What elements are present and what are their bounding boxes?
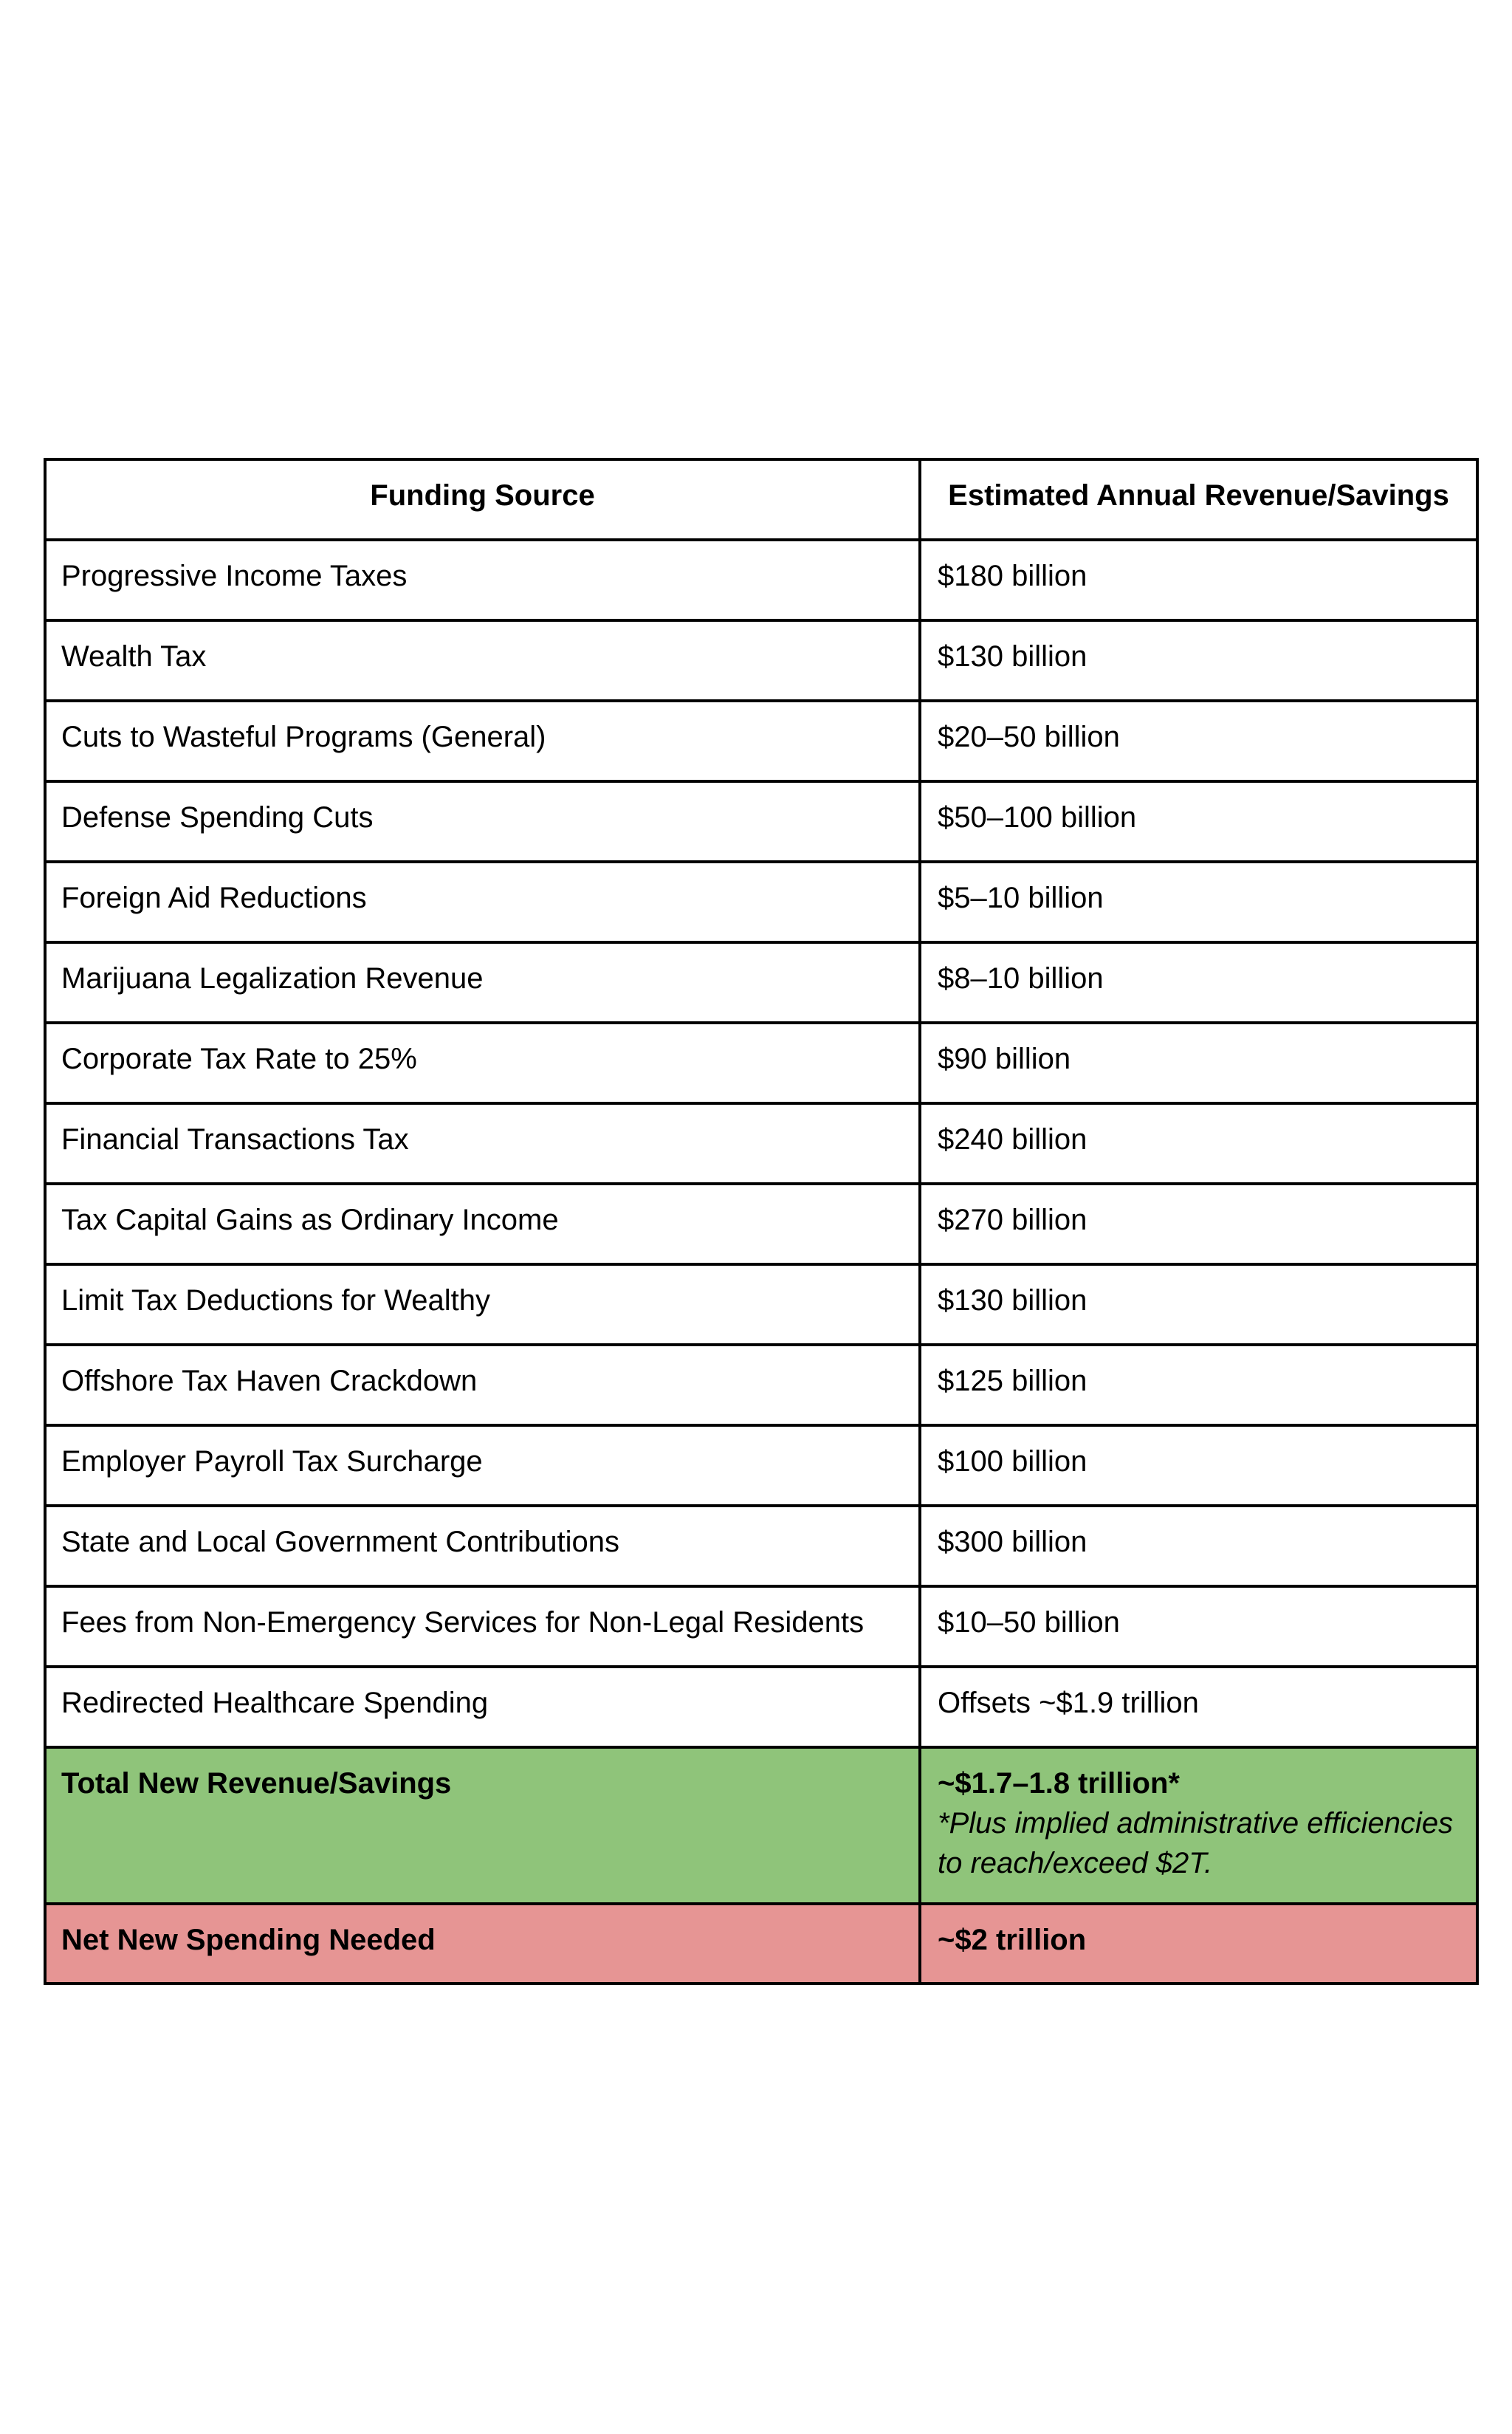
funding-source-cell: Employer Payroll Tax Surcharge [45, 1425, 920, 1506]
revenue-value-cell: $50–100 billion [920, 781, 1477, 862]
funding-source-cell: Wealth Tax [45, 620, 920, 701]
table-row [45, 1586, 1477, 1667]
revenue-value-cell: $20–50 billion [920, 701, 1477, 781]
funding-source-cell: Financial Transactions Tax [45, 1103, 920, 1184]
revenue-value-cell: $125 billion [920, 1345, 1477, 1425]
funding-table [44, 458, 1479, 1985]
revenue-value-cell: $240 billion [920, 1103, 1477, 1184]
table-row [45, 1264, 1477, 1345]
funding-source-cell: Limit Tax Deductions for Wealthy [45, 1264, 920, 1345]
funding-source-cell: Foreign Aid Reductions [45, 862, 920, 942]
table-row [45, 942, 1477, 1023]
total-value: ~$1.7–1.8 trillion* [938, 1767, 1180, 1800]
table-row [45, 862, 1477, 942]
total-row [45, 1747, 1477, 1904]
funding-source-cell: Offshore Tax Haven Crackdown [45, 1345, 920, 1425]
funding-source-cell: State and Local Government Contributions [45, 1506, 920, 1586]
total-footnote: *Plus implied administrative efficiencies to reach/exceed $2T. [938, 1807, 1454, 1879]
funding-source-cell: Marijuana Legalization Revenue [45, 942, 920, 1023]
revenue-value-cell: $5–10 billion [920, 862, 1477, 942]
table-row [45, 1667, 1477, 1747]
table-row [45, 1425, 1477, 1506]
revenue-value-cell: $90 billion [920, 1023, 1477, 1103]
table-row [45, 1345, 1477, 1425]
table-row [45, 1184, 1477, 1264]
revenue-value-cell: $130 billion [920, 1264, 1477, 1345]
funding-source-cell: Cuts to Wasteful Programs (General) [45, 701, 920, 781]
table-row [45, 1103, 1477, 1184]
total-label-cell: Total New Revenue/Savings [45, 1747, 920, 1904]
net-value-cell: ~$2 trillion [920, 1904, 1477, 1984]
revenue-value-cell: Offsets ~$1.9 trillion [920, 1667, 1477, 1747]
total-value-cell [920, 1747, 1477, 1904]
revenue-value-cell: $130 billion [920, 620, 1477, 701]
funding-source-cell: Corporate Tax Rate to 25% [45, 1023, 920, 1103]
table-row [45, 620, 1477, 701]
column-header-funding-source: Funding Source [45, 459, 920, 540]
table-row [45, 781, 1477, 862]
table-row [45, 701, 1477, 781]
table-row [45, 540, 1477, 620]
net-label-cell: Net New Spending Needed [45, 1904, 920, 1984]
funding-source-cell: Tax Capital Gains as Ordinary Income [45, 1184, 920, 1264]
table-row [45, 1023, 1477, 1103]
revenue-value-cell: $10–50 billion [920, 1586, 1477, 1667]
funding-source-cell: Redirected Healthcare Spending [45, 1667, 920, 1747]
revenue-value-cell: $100 billion [920, 1425, 1477, 1506]
funding-source-cell: Fees from Non-Emergency Services for Non-Legal Residents [45, 1586, 920, 1667]
column-header-estimated-revenue: Estimated Annual Revenue/Savings [920, 459, 1477, 540]
funding-source-cell: Progressive Income Taxes [45, 540, 920, 620]
revenue-value-cell: $180 billion [920, 540, 1477, 620]
funding-source-cell: Defense Spending Cuts [45, 781, 920, 862]
table-row [45, 1506, 1477, 1586]
revenue-value-cell: $270 billion [920, 1184, 1477, 1264]
revenue-value-cell: $8–10 billion [920, 942, 1477, 1023]
table-header-row [45, 459, 1477, 540]
net-spending-row [45, 1904, 1477, 1984]
revenue-value-cell: $300 billion [920, 1506, 1477, 1586]
